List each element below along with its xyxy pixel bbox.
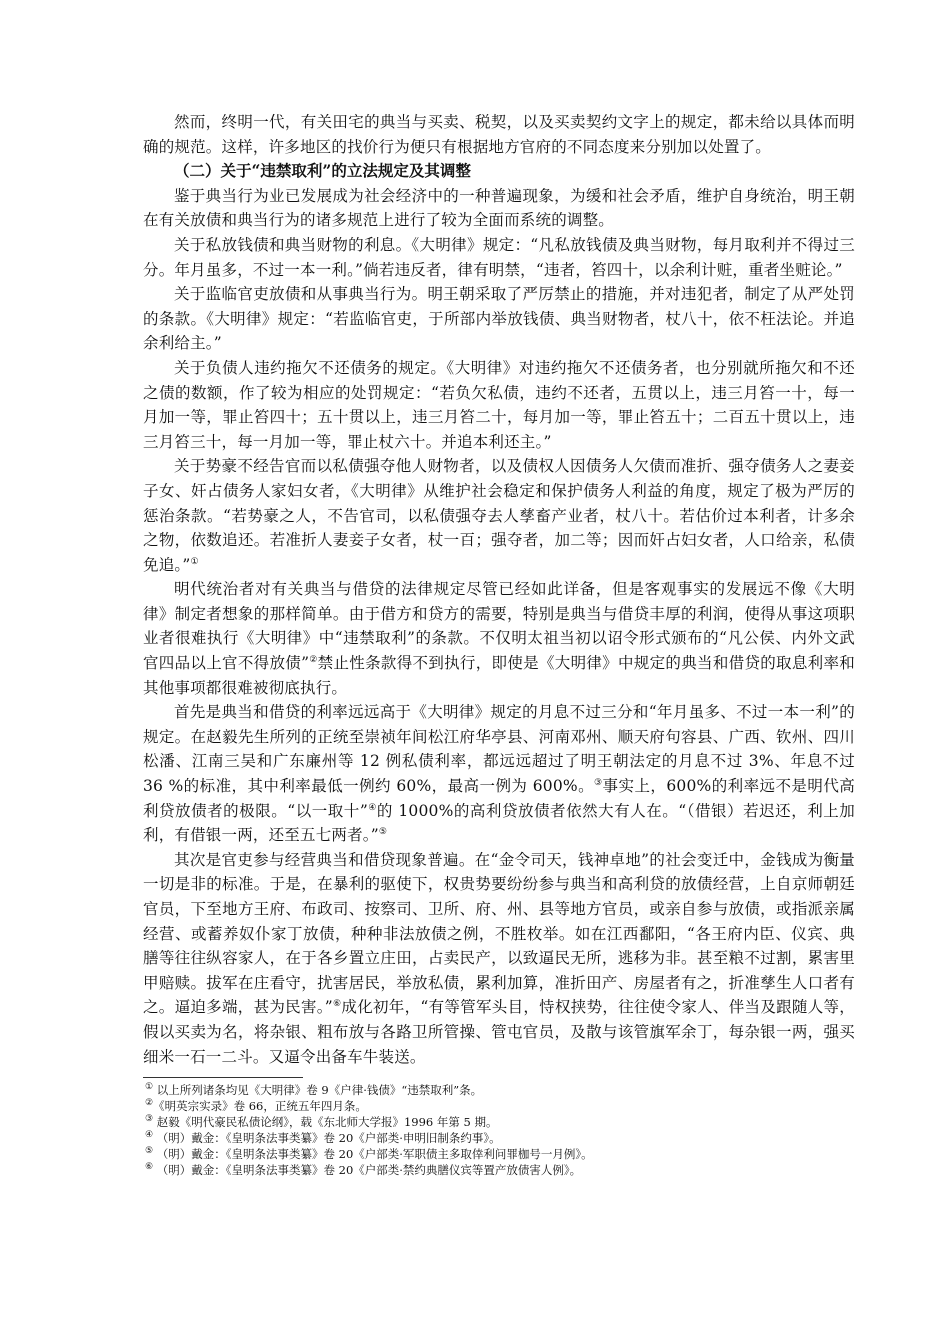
footnote-ref[interactable]: ⑤ <box>378 827 388 838</box>
footnote-ref[interactable]: ③ <box>594 777 603 788</box>
paragraph: 关于负债人违约拖欠不还债务的规定。《大明律》对违约拖欠不还债务者，也分别就所拖欠和不还之债的数额，作了较为相应的处罚规定：“若负欠私债，违约不还者，五贯以上，违三月笞一十，每一月加一等，罪止笞四十；五十贯以上，违三月笞二十，每月加一等，罪止笞五十；二百五十贯以上，违三月笞三十，每一月加一等，罪止杖六十。并追本利还主。” <box>143 358 855 451</box>
footnote: ②《明英宗实录》卷 66，正统五年四月条。 <box>145 1098 367 1114</box>
footnote-ref[interactable]: ④ <box>367 802 377 813</box>
footnote: ⑥ （明）戴金：《皇明条法事类纂》卷 20《户部类·禁约典膳仪宾等置产放债害人例》。 <box>145 1162 582 1178</box>
paragraph: 然而，终明一代，有关田宅的典当与买卖、税契，以及买卖契约文字上的规定，都未给以具体而明确的规范。这样，许多地区的找价行为便只有根据地方官府的不同态度来分别加以处置了。 <box>143 113 855 156</box>
footnote-ref[interactable]: ⑥ <box>332 999 342 1010</box>
footnote-divider <box>143 1077 303 1078</box>
footnote-ref[interactable]: ① <box>190 556 199 567</box>
paragraph: 关于私放钱债和典当财物的利息。《大明律》规定：“凡私放钱债及典当财物，每月取利并不得过三分。年月虽多，不过一本一利。”倘若违反者，律有明禁，“违者，笞四十，以余利计赃，重者坐赃论。” <box>143 235 855 279</box>
footnote: ④ （明）戴金：《皇明条法事类纂》卷 20《户部类·申明旧制条约事》。 <box>145 1130 501 1146</box>
document-page <box>143 110 855 1178</box>
paragraph: 首先是典当和借贷的利率远远高于《大明律》规定的月息不过三分和“年月虽多、不过一本一利”的规定。在赵毅先生所列的正统至崇祯年间松江府华亭县、河南邓州、顺天府句容县、广西、钦州、四川松潘、江南三吴和广东廉州等 12 例私债利率，都远远超过了明王朝法定的月息不过 3%、年息不过 36 %的标准，其中利率最低一例约 60%，最高一例为 600%。③事实上，600%的利率远不是明代高利贷放债者的极限。“以一取十”④的 1000%的高利贷放债者依然大有人在。“（借银）若迟还，利上加利，有借银一两，还至五七两者。”⑤ <box>143 703 855 845</box>
footnote: ① 以上所列诸条均见《大明律》卷 9《户律·钱债》“违禁取利”条。 <box>145 1082 483 1098</box>
paragraph: 明代统治者对有关典当与借贷的法律规定尽管已经如此详备，但是客观事实的发展远不像《大明律》制定者想象的那样简单。由于借方和贷方的需要，特别是典当与借贷丰厚的利润，使得从事这项职业者很难执行《大明律》中“违禁取利”的条款。不仅明太祖当初以诏令形式颁布的“凡公侯、内外文武官四品以上官不得放债”②禁止性条款得不到执行，即使是《大明律》中规定的典当和借贷的取息利率和其他事项都很难被彻底执行。 <box>143 580 855 697</box>
paragraph: 其次是官吏参与经营典当和借贷现象普遍。在“金令司天，钱神卓地”的社会变迁中，金钱成为衡量一切是非的标准。于是，在暴利的驱使下，权贵势要纷纷参与典当和高利贷的放债经营，上自京师朝廷官员，下至地方王府、布政司、按察司、卫所、府、州、县等地方官员，或亲自参与放债，或指派亲属经营、或蓄养奴仆家丁放债，种种非法放债之例，不胜枚举。如在江西鄱阳，“各王府内臣、仪宾、典膳等往往纵容家人，在于各乡置立庄田，占卖民产，以致逼民无所，逃移为非。甚至粮不过割，累害里甲赔赎。拔军在庄看守，扰害居民，举放私债，累利加算，准折田产、房屋者有之，折准孳生人口者有之。逼迫多端，甚为民害。”⑥成化初年，“有等管军头目，恃权挟势，往往使令家人、伴当及跟随人等，假以买卖为名，将杂银、粗布放与各路卫所管操、管屯官员，及散与该管旗军余丁，每杂银一两，强买细米一石一二斗。又逼令出备车牛装送。 <box>143 850 855 1066</box>
paragraph: 鉴于典当行为业已发展成为社会经济中的一种普遍现象，为缓和社会矛盾，维护自身统治，明王朝在有关放债和典当行为的诸多规范上进行了较为全面而系统的调整。 <box>143 186 855 230</box>
footnote-ref[interactable]: ② <box>309 654 318 665</box>
paragraph: 关于势豪不经告官而以私债强夺他人财物者，以及债权人因债务人欠债而准折、强夺债务人之妻妾子女、奸占债务人家妇女者，《大明律》从维护社会稳定和保护债务人利益的角度，规定了极为严厉的惩治条款。“若势豪之人，不告官司，以私债强夺去人孳畜产业者，杖八十。若估价过本利者，计多余之物，依数追还。若准折人妻妾子女者，杖一百；强夺者，加二等；因而奸占妇女者，人口给亲，私债免追。”① <box>143 457 855 574</box>
footnote: ③ 赵毅《明代豪民私债论纲》，载《东北师大学报》1996 年第 5 期。 <box>145 1114 498 1130</box>
section-heading: （二）关于“违禁取利”的立法规定及其调整 <box>174 161 471 181</box>
footnote: ⑤ （明）戴金：《皇明条法事类纂》卷 20《户部类·军职债主多取倖利问罪枷号一月例》。 <box>145 1146 593 1162</box>
paragraph: 关于监临官吏放债和从事典当行为。明王朝采取了严厉禁止的措施，并对违犯者，制定了从严处罚的条款。《大明律》规定：“若监临官吏，于所部内举放钱债、典当财物者，杖八十，依不枉法论。并追余利给主。” <box>143 285 855 353</box>
